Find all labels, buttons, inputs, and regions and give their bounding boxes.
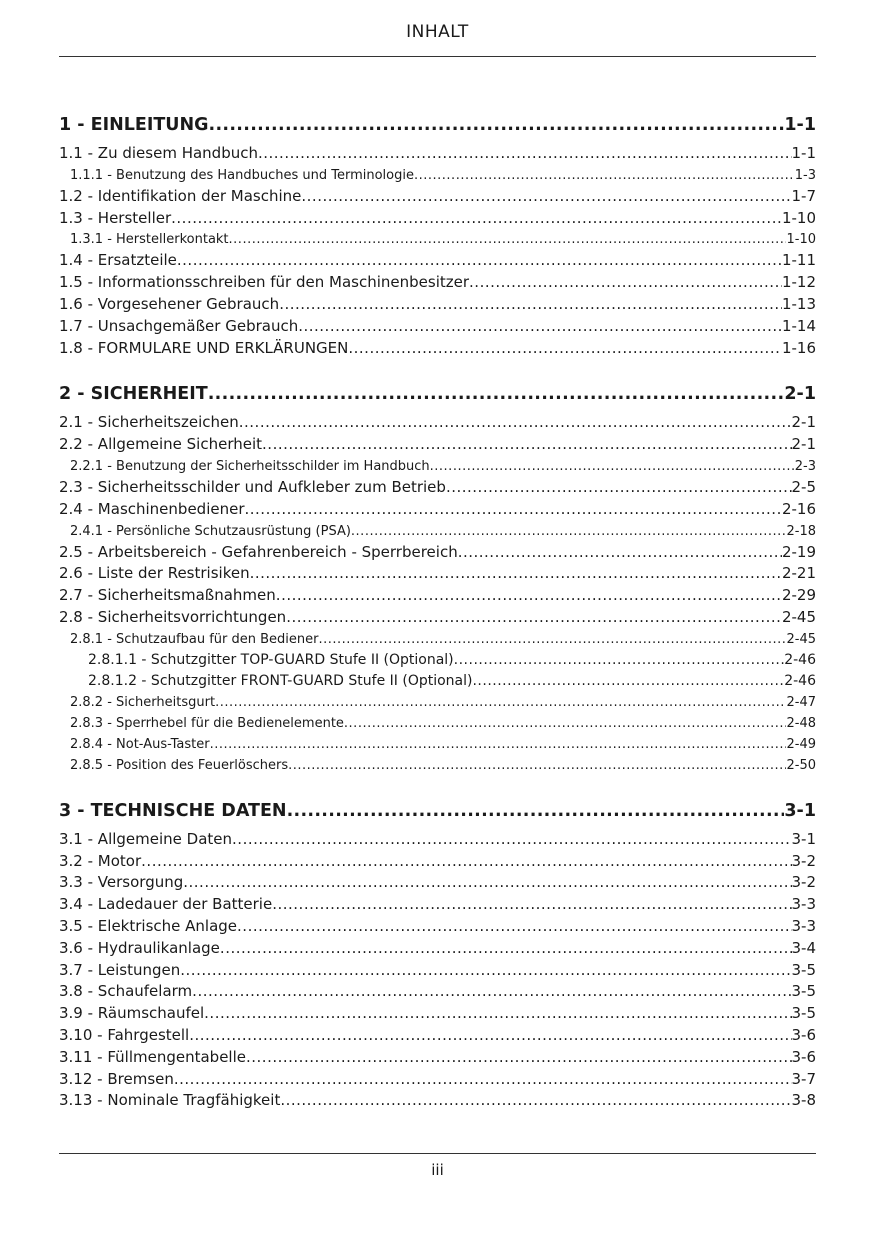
toc-entry[interactable] <box>59 294 816 316</box>
toc-entry[interactable] <box>59 585 816 607</box>
toc-entry-page: 3-4 <box>791 938 816 957</box>
toc-entry-title: 2.8.5 - Position des Feuerlöschers <box>70 757 289 773</box>
toc-entry-page: 2-1 <box>791 435 816 454</box>
toc-entry-page: 3-2 <box>791 873 816 892</box>
toc-entry-page: 3-1 <box>791 829 816 848</box>
toc-chapter-heading[interactable] <box>59 112 816 139</box>
toc-entry-page: 3-6 <box>791 1025 816 1044</box>
toc-entry[interactable] <box>59 338 816 360</box>
toc-entry[interactable] <box>59 650 816 671</box>
toc-entry[interactable] <box>59 434 816 456</box>
toc-entry-page: 3-5 <box>791 982 816 1001</box>
dot-leader <box>189 1025 791 1047</box>
dot-leader <box>209 112 785 139</box>
toc-entry[interactable] <box>59 734 816 755</box>
dot-leader <box>245 499 782 521</box>
toc-entry-page: 2-47 <box>786 694 816 710</box>
toc-entry-title: 2.4.1 - Persönliche Schutzausrüstung (PSA) <box>70 523 351 539</box>
toc-entry-title: 3.10 - Fahrgestell <box>59 1025 190 1044</box>
dot-leader <box>250 563 782 585</box>
toc-entry[interactable] <box>59 607 816 629</box>
toc-entry-page: 2-1 <box>784 384 816 405</box>
dot-leader <box>171 208 782 230</box>
toc-entry[interactable] <box>59 563 816 585</box>
dot-leader <box>430 456 795 477</box>
toc-entry[interactable] <box>59 316 816 338</box>
toc-entry-page: 2-19 <box>781 542 816 561</box>
toc-entry-title: 3.12 - Bremsen <box>59 1069 174 1088</box>
toc-entry-title: 3.7 - Leistungen <box>59 960 181 979</box>
dot-leader <box>318 629 786 650</box>
toc-entry-page: 1-13 <box>781 294 816 313</box>
toc-entry[interactable] <box>59 477 816 499</box>
toc-entry-page: 1-3 <box>794 167 816 183</box>
dot-leader <box>237 916 791 938</box>
table-of-contents <box>59 112 816 1134</box>
toc-entry-title: 2.2.1 - Benutzung der Sicherheitsschilder im Handbuch <box>70 458 430 474</box>
page-header-title: INHALT <box>406 22 469 42</box>
dot-leader <box>246 1047 792 1069</box>
dot-leader <box>286 607 782 629</box>
toc-entry[interactable] <box>59 272 816 294</box>
toc-entry[interactable] <box>59 671 816 692</box>
dot-leader <box>348 338 782 360</box>
toc-entry-page: 1-10 <box>786 232 816 248</box>
toc-entry-title: 3.6 - Hydraulikanlage <box>59 938 220 957</box>
toc-entry[interactable] <box>59 829 816 851</box>
toc-entry-title: 3 - TECHNISCHE DATEN <box>59 800 287 821</box>
dot-leader <box>204 1003 791 1025</box>
toc-entry-page: 2-49 <box>786 736 816 752</box>
toc-entry-page: 3-3 <box>791 916 816 935</box>
dot-leader <box>272 894 791 916</box>
toc-entry-title: 2.2 - Allgemeine Sicherheit <box>59 435 263 454</box>
toc-entry-page: 3-5 <box>791 1004 816 1023</box>
toc-entry[interactable] <box>59 629 816 650</box>
footer-divider <box>59 1153 816 1154</box>
toc-entry-page: 3-1 <box>784 800 816 821</box>
toc-entry-title: 1.8 - FORMULARE UND ERKLÄRUNGEN <box>59 338 349 357</box>
toc-entry[interactable] <box>59 250 816 272</box>
toc-entry[interactable] <box>59 872 816 894</box>
dot-leader <box>454 650 785 671</box>
toc-entry-title: 3.2 - Motor <box>59 851 142 870</box>
toc-entry[interactable] <box>59 186 816 208</box>
toc-entry-page: 2-29 <box>781 586 816 605</box>
toc-chapter <box>59 381 816 775</box>
toc-entry[interactable] <box>59 1047 816 1069</box>
toc-entry[interactable] <box>59 1090 816 1112</box>
toc-entry-page: 1-14 <box>781 316 816 335</box>
dot-leader <box>192 981 791 1003</box>
toc-entry-page: 2-18 <box>786 523 816 539</box>
toc-entry-title: 3.11 - Füllmengentabelle <box>59 1047 246 1066</box>
toc-entry-page: 3-7 <box>791 1069 816 1088</box>
toc-entry-title: 3.8 - Schaufelarm <box>59 982 193 1001</box>
toc-entry-title: 1.1 - Zu diesem Handbuch <box>59 144 258 162</box>
toc-entry[interactable] <box>59 521 816 542</box>
dot-leader <box>298 316 782 338</box>
toc-entry-page: 2-21 <box>781 564 816 583</box>
toc-entry-title: 1.4 - Ersatzteile <box>59 251 177 270</box>
toc-entry-page: 3-5 <box>791 960 816 979</box>
toc-entry-title: 2.7 - Sicherheitsmaßnahmen <box>59 586 276 605</box>
toc-entry-title: 1.2 - Identifikation der Maschine <box>59 186 302 205</box>
toc-entry-title: 1.3.1 - Herstellerkontakt <box>70 232 229 248</box>
dot-leader <box>239 412 792 434</box>
toc-entry-page: 1-1 <box>784 115 816 135</box>
toc-entry-page: 1-11 <box>781 251 816 270</box>
dot-leader <box>229 229 787 250</box>
toc-entry-page: 1-7 <box>791 186 816 205</box>
toc-entry-title: 2.8.1.1 - Schutzgitter TOP-GUARD Stufe II (Optional) <box>88 651 454 668</box>
dot-leader <box>280 1090 791 1112</box>
toc-entry[interactable] <box>59 412 816 434</box>
toc-entry-title: 2.8.1.2 - Schutzgitter FRONT-GUARD Stufe II (Optional) <box>88 672 473 689</box>
toc-entry[interactable] <box>59 981 816 1003</box>
toc-entry-title: 2.4 - Maschinenbediener <box>59 499 245 518</box>
toc-entry-page: 3-2 <box>791 851 816 870</box>
toc-entry-page: 2-16 <box>781 499 816 518</box>
toc-entry-title: 2.3 - Sicherheitsschilder und Aufkleber zum Betrieb <box>59 477 446 496</box>
toc-entry[interactable] <box>59 229 816 250</box>
dot-leader <box>301 186 791 208</box>
dot-leader <box>458 542 782 564</box>
dot-leader <box>276 585 782 607</box>
dot-leader <box>258 143 792 165</box>
dot-leader <box>351 521 787 542</box>
toc-entry-page: 1-1 <box>791 144 816 162</box>
toc-chapter <box>59 798 816 1112</box>
toc-entry-page: 3-8 <box>791 1091 816 1110</box>
page-number: iii <box>431 1161 444 1179</box>
dot-leader <box>287 798 785 825</box>
toc-entry[interactable] <box>59 894 816 916</box>
dot-leader <box>232 829 791 851</box>
toc-entry-title: 1.1.1 - Benutzung des Handbuches und Terminologie <box>70 167 414 183</box>
toc-entry-title: 2.8.3 - Sperrhebel für die Bedienelemente <box>70 715 344 731</box>
dot-leader <box>215 692 786 713</box>
toc-entry[interactable] <box>59 692 816 713</box>
dot-leader <box>174 1069 792 1091</box>
toc-entry[interactable] <box>59 713 816 734</box>
toc-entry-title: 2.6 - Liste der Restrisiken <box>59 564 250 583</box>
toc-entry-title: 2.1 - Sicherheitszeichen <box>59 413 239 432</box>
toc-entry[interactable] <box>59 1069 816 1091</box>
toc-entry-page: 2-45 <box>786 631 816 647</box>
toc-entry-page: 1-12 <box>781 273 816 292</box>
dot-leader <box>183 872 791 894</box>
dot-leader <box>141 851 791 873</box>
toc-entry[interactable] <box>59 1003 816 1025</box>
dot-leader <box>262 434 791 456</box>
toc-entry-page: 2-45 <box>781 607 816 626</box>
toc-entry-page: 1-16 <box>781 338 816 357</box>
dot-leader <box>288 755 786 776</box>
toc-entry-title: 3.1 - Allgemeine Daten <box>59 829 233 848</box>
toc-entry-page: 2-48 <box>786 715 816 731</box>
toc-entry-page: 3-3 <box>791 895 816 914</box>
toc-entry[interactable] <box>59 143 816 165</box>
toc-entry[interactable] <box>59 960 816 982</box>
dot-leader <box>180 960 791 982</box>
toc-chapter-heading[interactable] <box>59 381 816 408</box>
toc-entry[interactable] <box>59 456 816 477</box>
toc-entry-page: 1-10 <box>781 208 816 227</box>
dot-leader <box>472 671 784 692</box>
toc-entry-page: 3-6 <box>791 1047 816 1066</box>
toc-chapter <box>59 112 816 359</box>
dot-leader <box>208 381 785 408</box>
dot-leader <box>279 294 782 316</box>
dot-leader <box>414 165 795 186</box>
dot-leader <box>469 272 782 294</box>
toc-entry[interactable] <box>59 916 816 938</box>
toc-entry-title: 3.5 - Elektrische Anlage <box>59 916 238 935</box>
toc-entry-title: 2.8.1 - Schutzaufbau für den Bediener <box>70 631 319 647</box>
toc-entry[interactable] <box>59 938 816 960</box>
toc-entry-title: 2.8 - Sicherheitsvorrichtungen <box>59 607 287 626</box>
toc-chapter-heading[interactable] <box>59 798 816 825</box>
toc-entry-title: 1.7 - Unsachgemäßer Gebrauch <box>59 316 299 335</box>
toc-entry-title: 1.6 - Vorgesehener Gebrauch <box>59 294 280 313</box>
toc-entry[interactable] <box>59 165 816 186</box>
toc-entry[interactable] <box>59 208 816 230</box>
dot-leader <box>210 734 787 755</box>
toc-entry-title: 3.3 - Versorgung <box>59 873 184 892</box>
header-divider <box>59 56 816 57</box>
toc-entry[interactable] <box>59 755 816 776</box>
toc-entry-title: 3.13 - Nominale Tragfähigkeit <box>59 1091 281 1110</box>
toc-entry-page: 2-1 <box>791 413 816 432</box>
toc-entry-title: 1.5 - Informationsschreiben für den Maschinenbesitzer <box>59 273 470 292</box>
toc-entry[interactable] <box>59 851 816 873</box>
toc-entry-title: 2 - SICHERHEIT <box>59 384 208 405</box>
toc-entry-title: 1 - EINLEITUNG <box>59 115 209 135</box>
toc-entry[interactable] <box>59 499 816 521</box>
dot-leader <box>344 713 787 734</box>
toc-entry-title: 3.4 - Ladedauer der Batterie <box>59 895 273 914</box>
dot-leader <box>446 477 792 499</box>
dot-leader <box>177 250 782 272</box>
toc-entry-title: 2.8.4 - Not-Aus-Taster <box>70 736 210 752</box>
toc-entry-page: 2-46 <box>784 651 816 668</box>
toc-entry-title: 2.5 - Arbeitsbereich - Gefahrenbereich - Sperrbereich <box>59 542 458 561</box>
toc-entry[interactable] <box>59 1025 816 1047</box>
toc-entry-page: 2-3 <box>794 458 816 474</box>
toc-entry-title: 2.8.2 - Sicherheitsgurt <box>70 694 216 710</box>
toc-entry-title: 1.3 - Hersteller <box>59 208 172 227</box>
toc-entry-page: 2-5 <box>791 477 816 496</box>
toc-entry-page: 2-50 <box>786 757 816 773</box>
toc-entry[interactable] <box>59 542 816 564</box>
dot-leader <box>220 938 792 960</box>
toc-entry-page: 2-46 <box>784 672 816 689</box>
toc-entry-title: 3.9 - Räumschaufel <box>59 1004 205 1023</box>
